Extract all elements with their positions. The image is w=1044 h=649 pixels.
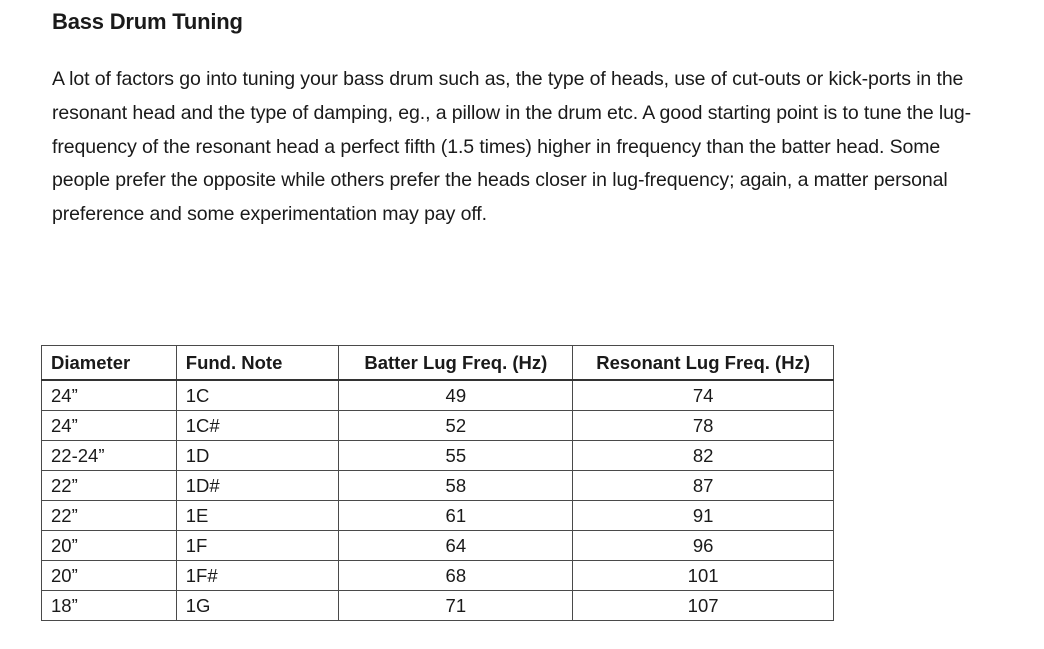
cell-resonant-freq: 96 bbox=[573, 531, 834, 561]
cell-fund-note: 1E bbox=[176, 501, 339, 531]
cell-resonant-freq: 101 bbox=[573, 561, 834, 591]
table-row bbox=[42, 380, 834, 411]
cell-diameter: 22” bbox=[42, 471, 177, 501]
intro-paragraph: A lot of factors go into tuning your bass drum such as, the type of heads, use of cut-outs or kick-ports in the resonant head and the type of damping, eg., a pillow in the drum etc. A good starting point is to tune the lug-frequency of the resonant head a perfect fifth (1.5 times) higher in frequency than the batter head. Some people prefer the opposite while others prefer the heads closer in lug-frequency; again, a matter personal preference and some experimentation may pay off. bbox=[52, 68, 972, 226]
page-title: Bass Drum Tuning bbox=[52, 9, 243, 34]
cell-batter-freq: 71 bbox=[339, 591, 573, 621]
cell-fund-note: 1D# bbox=[176, 471, 339, 501]
cell-diameter: 20” bbox=[42, 531, 177, 561]
cell-resonant-freq: 107 bbox=[573, 591, 834, 621]
cell-diameter: 22” bbox=[42, 501, 177, 531]
cell-batter-freq: 68 bbox=[339, 561, 573, 591]
cell-diameter: 18” bbox=[42, 591, 177, 621]
cell-fund-note: 1F bbox=[176, 531, 339, 561]
cell-fund-note: 1C# bbox=[176, 411, 339, 441]
cell-resonant-freq: 82 bbox=[573, 441, 834, 471]
cell-batter-freq: 64 bbox=[339, 531, 573, 561]
cell-fund-note: 1D bbox=[176, 441, 339, 471]
table-row bbox=[42, 471, 834, 501]
cell-diameter: 24” bbox=[42, 380, 177, 411]
cell-fund-note: 1C bbox=[176, 380, 339, 411]
cell-batter-freq: 55 bbox=[339, 441, 573, 471]
header-resonant-lug-freq: Resonant Lug Freq. (Hz) bbox=[573, 346, 834, 381]
table-row bbox=[42, 501, 834, 531]
cell-batter-freq: 52 bbox=[339, 411, 573, 441]
cell-batter-freq: 58 bbox=[339, 471, 573, 501]
table-row bbox=[42, 441, 834, 471]
table-header-row bbox=[42, 346, 834, 381]
table-row bbox=[42, 561, 834, 591]
cell-diameter: 22-24” bbox=[42, 441, 177, 471]
cell-resonant-freq: 91 bbox=[573, 501, 834, 531]
header-diameter: Diameter bbox=[42, 346, 177, 381]
cell-resonant-freq: 87 bbox=[573, 471, 834, 501]
cell-batter-freq: 61 bbox=[339, 501, 573, 531]
cell-diameter: 24” bbox=[42, 411, 177, 441]
table-row bbox=[42, 411, 834, 441]
tuning-table bbox=[41, 345, 834, 621]
cell-batter-freq: 49 bbox=[339, 380, 573, 411]
cell-diameter: 20” bbox=[42, 561, 177, 591]
cell-resonant-freq: 74 bbox=[573, 380, 834, 411]
header-batter-lug-freq: Batter Lug Freq. (Hz) bbox=[339, 346, 573, 381]
cell-resonant-freq: 78 bbox=[573, 411, 834, 441]
table-row bbox=[42, 531, 834, 561]
cell-fund-note: 1G bbox=[176, 591, 339, 621]
table-row bbox=[42, 591, 834, 621]
header-fund-note: Fund. Note bbox=[176, 346, 339, 381]
cell-fund-note: 1F# bbox=[176, 561, 339, 591]
